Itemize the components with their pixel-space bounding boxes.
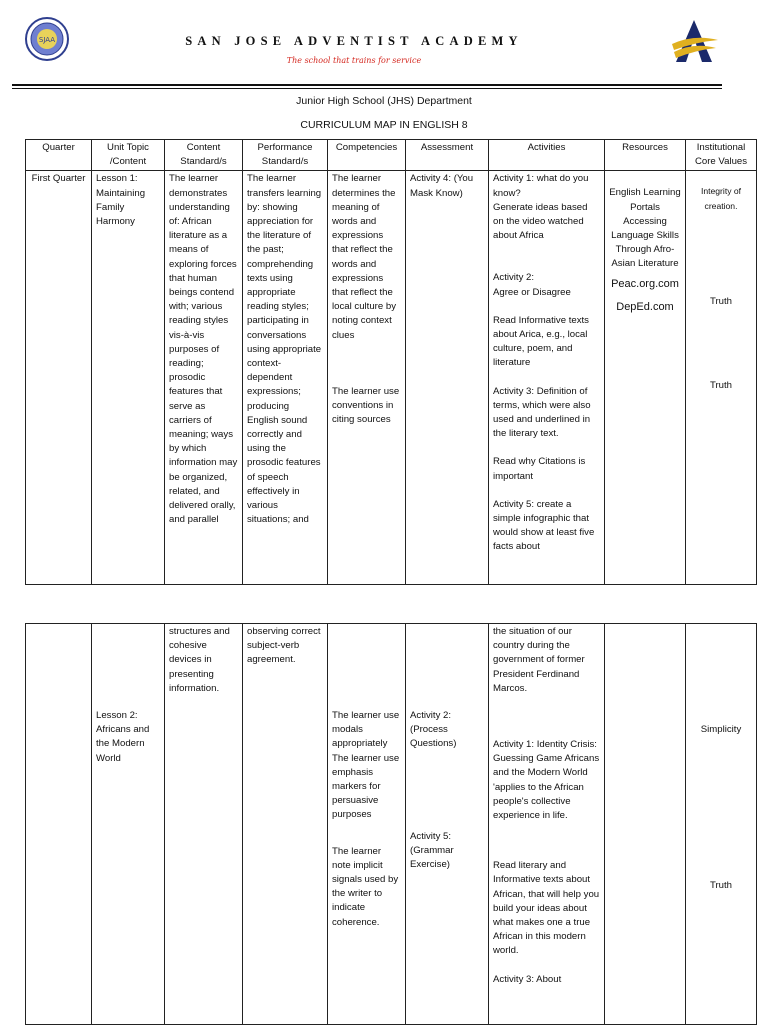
curriculum-table-page-2 bbox=[25, 623, 757, 1025]
department-line: Junior High School (JHS) Department bbox=[296, 95, 472, 107]
document-header bbox=[0, 0, 768, 90]
quarter-cell: First Quarter bbox=[26, 171, 92, 585]
resources-cell bbox=[605, 624, 686, 1025]
activity-text: Agree or Disagree bbox=[493, 286, 571, 298]
header-core-values: Institutional Core Values bbox=[686, 140, 757, 171]
header-content-standards: Content Standard/s bbox=[165, 140, 243, 171]
activity-text: Activity 3: About bbox=[493, 973, 562, 985]
competency-text: The learner determines the meaning of words and expressions that reflect the words and expressions that reflect the local culture by noting context clues bbox=[332, 173, 396, 341]
resources-cell bbox=[605, 171, 686, 585]
activity-text: Activity 5: create a simple infographic that would show at least five facts about bbox=[493, 498, 595, 553]
table-header-row bbox=[26, 140, 757, 171]
core-values-cell bbox=[686, 624, 757, 1025]
header-quarter: Quarter bbox=[26, 140, 92, 171]
table-row bbox=[26, 171, 757, 585]
unit-topic-text: Lesson 2: Africans and the Modern World bbox=[96, 710, 150, 764]
core-value: Integrity of creation. bbox=[700, 186, 742, 211]
core-value: Truth bbox=[709, 295, 733, 307]
quarter-cell bbox=[26, 624, 92, 1025]
competency-text: The learner note implicit signals used by the writer to indicate coherence. bbox=[332, 845, 399, 928]
resource-link: DepEd.com bbox=[616, 301, 674, 314]
activity-text: Generate ideas based on the video watched about Africa bbox=[493, 201, 588, 242]
academy-logo-icon bbox=[668, 18, 720, 64]
header-rule bbox=[12, 84, 722, 86]
header-rule-thin bbox=[12, 88, 722, 89]
resource-text: English Learning Portals Accessing Language Skills Through Afro-Asian Literature bbox=[609, 187, 681, 270]
content-standard-cell: structures and cohesive devices in presenting information. bbox=[165, 624, 243, 1025]
core-value: Truth bbox=[709, 880, 733, 892]
core-value: Truth bbox=[709, 380, 733, 392]
activities-cell bbox=[489, 624, 605, 1025]
resource-link: Peac.org.com bbox=[611, 277, 679, 290]
activity-text: Activity 2: bbox=[493, 272, 535, 284]
assessment-cell: Activity 4: (You Mask Know) bbox=[406, 171, 489, 585]
header-activities: Activities bbox=[489, 140, 605, 171]
header-unit-topic: Unit Topic /Content bbox=[92, 140, 165, 171]
activity-text: Read why Citations is important bbox=[493, 456, 586, 482]
svg-text:SJAA: SJAA bbox=[38, 36, 56, 44]
performance-standard-cell: The learner transfers learning by: showing appreciation for the literature of the past; comprehending texts using appropriate reading styles; participating in conversations using appropriate context-dependent expressions; producing English sound correctly and using the prosodic features of speech effectively in various situations; and bbox=[243, 171, 328, 585]
competency-text: The learner use modals appropriately The learner use emphasis markers for persuasive purposes bbox=[332, 710, 400, 821]
curriculum-table-page-1 bbox=[25, 139, 757, 585]
core-value: Simplicity bbox=[700, 724, 742, 735]
activity-text: the situation of our country during the government of former President Ferdinand Marcos. bbox=[493, 626, 585, 694]
header-competencies: Competencies bbox=[328, 140, 406, 171]
document-title: CURRICULUM MAP IN ENGLISH 8 bbox=[300, 119, 468, 131]
header-resources: Resources bbox=[605, 140, 686, 171]
assessment-text: Activity 5: (Grammar Exercise) bbox=[410, 830, 454, 871]
unit-topic-cell bbox=[92, 624, 165, 1025]
content-standard-cell: The learner demonstrates understanding of: African literature as a means of exploring forces that human beings contend with; various reading styles vis-à-vis purposes of reading; prosodic features that serve as carriers of meaning; ways by which information may be organized, related, and delivered orally, and parallel bbox=[165, 171, 243, 585]
assessment-cell bbox=[406, 624, 489, 1025]
activities-cell bbox=[489, 171, 605, 585]
activity-text: Activity 3: Definition of terms, which were also used and underlined in the literary text. bbox=[493, 385, 591, 440]
activity-text: Activity 1: what do you know? bbox=[493, 173, 589, 199]
core-values-cell bbox=[686, 171, 757, 585]
competency-text: The learner use conventions in citing sources bbox=[332, 385, 400, 426]
header-assessment: Assessment bbox=[406, 140, 489, 171]
activity-text: Read Informative texts about Arica, e.g., local culture, poem, and literature bbox=[493, 314, 589, 369]
competencies-cell bbox=[328, 171, 406, 585]
header-performance-standards: Performance Standard/s bbox=[243, 140, 328, 171]
performance-standard-cell: observing correct subject-verb agreement. bbox=[243, 624, 328, 1025]
table-row bbox=[26, 624, 757, 1025]
assessment-text: Activity 2: (Process Questions) bbox=[410, 710, 457, 750]
competencies-cell bbox=[328, 624, 406, 1025]
school-name: SAN JOSE ADVENTIST ACADEMY bbox=[185, 34, 523, 48]
unit-topic-cell: Lesson 1: Maintaining Family Harmony bbox=[92, 171, 165, 585]
activity-text: Read literary and Informative texts about African, that will help you build your ideas about what makes one a true African in this modern world. bbox=[493, 860, 600, 957]
activity-text: Activity 1: Identity Crisis: Guessing Game Africans and the Modern World 'applies to the African people's collective experience in life. bbox=[493, 739, 600, 822]
school-motto: The school that trains for service bbox=[286, 56, 422, 65]
